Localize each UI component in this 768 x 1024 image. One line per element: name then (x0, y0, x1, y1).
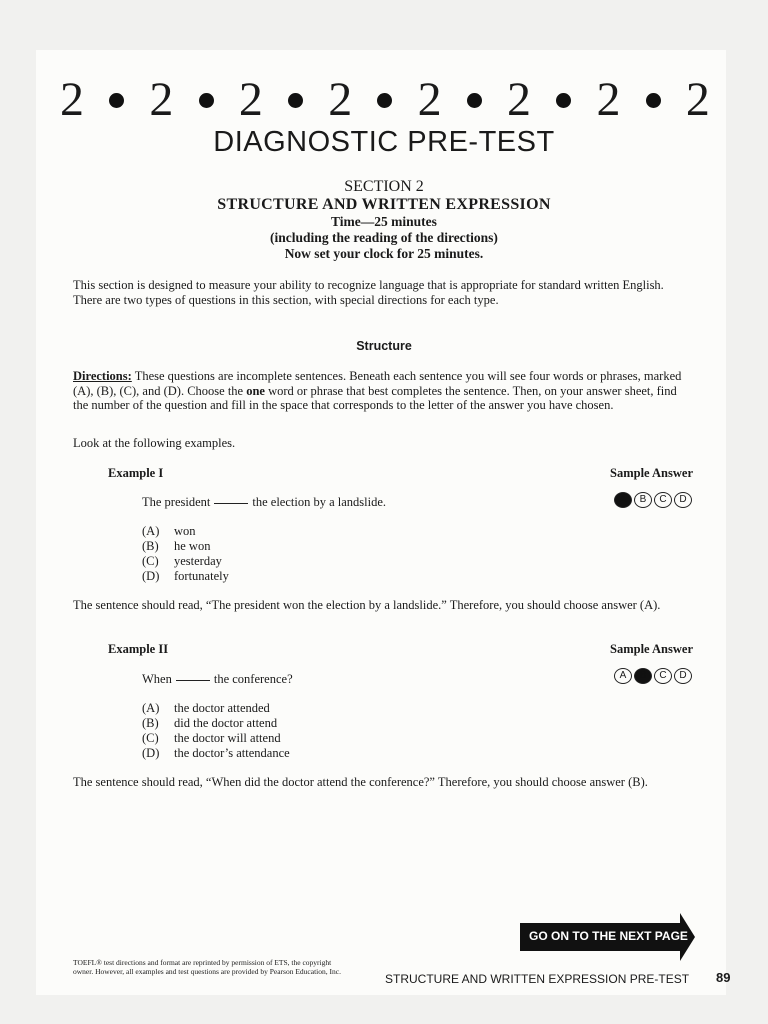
banner-number: 2 (60, 73, 84, 126)
option-letter: (A) (142, 701, 160, 715)
running-footer-title: STRUCTURE AND WRITTEN EXPRESSION PRE-TEST (385, 972, 690, 986)
example-2-options (142, 701, 290, 761)
answer-bubble-d: D (674, 492, 692, 508)
banner-number: 2 (328, 73, 353, 126)
option-letter: (B) (142, 539, 159, 553)
option-letter: (D) (142, 746, 160, 760)
directions-emphasis: one (246, 383, 265, 398)
structure-heading: Structure (356, 339, 412, 353)
directions-text: word or phrase that best completes the sentence. Then, on your answer sheet, find the number of the question and fill in the space that corresponds to the letter of the answer you have chosen. (73, 383, 677, 412)
option-text: the doctor attended (174, 701, 270, 715)
stem-text: The president (142, 495, 211, 509)
answer-bubble-b: B (634, 668, 652, 684)
page-number: 89 (716, 970, 731, 985)
example-2-label: Example II (108, 642, 169, 656)
copyright-note: TOEFL® test directions and format are reprinted by permission of ETS, the copyright owner. However, all examples and test questions are provided by Pearson Education, Inc. (73, 958, 341, 976)
directions-paragraph (73, 369, 688, 413)
option-d (142, 746, 290, 761)
example-1-stem (142, 495, 386, 510)
sample-answer-label: Sample Answer (610, 642, 693, 656)
bullet-dot (288, 93, 303, 108)
option-text: won (174, 524, 196, 538)
time-limit: Time—25 minutes (331, 214, 437, 229)
examples-intro: Look at the following examples. (73, 436, 236, 450)
bullet-dot (646, 93, 661, 108)
example-1-sample-bubbles (614, 492, 692, 508)
section-number-banner (60, 70, 710, 130)
directions-text: These questions are incomplete sentences. Beneath each sentence you will see four words or phrases, marked (A), (B), (C), and (D). Choose the (73, 369, 682, 398)
go-on-label: GO ON TO THE NEXT PAGE (529, 929, 688, 943)
stem-text: When (142, 672, 172, 686)
time-note: (including the reading of the directions) (270, 230, 498, 245)
bullet-dot (109, 93, 124, 108)
banner-number: 2 (417, 73, 442, 126)
bullet-dot (467, 93, 482, 108)
banner-number: 2 (507, 73, 532, 126)
section-intro: This section is designed to measure your ability to recognize language that is appropriate for standard written English. There are two types of questions in this section, with special directions for each type. (73, 278, 664, 307)
option-b (142, 716, 290, 731)
banner-number: 2 (238, 73, 263, 126)
option-c (142, 731, 290, 746)
answer-bubble-c: C (654, 668, 672, 684)
option-letter: (C) (142, 731, 159, 745)
banner-number: 2 (149, 73, 174, 126)
example-2-explanation: The sentence should read, “When did the doctor attend the conference?” Therefore, you should choose answer (B). (73, 775, 648, 789)
example-1-explanation: The sentence should read, “The president won the election by a landslide.” Therefore, you should choose answer (A). (73, 598, 661, 612)
answer-blank (214, 503, 248, 504)
option-text: fortunately (174, 569, 229, 583)
bullet-dot (377, 93, 392, 108)
answer-bubble-b: B (634, 492, 652, 508)
option-letter: (B) (142, 716, 159, 730)
option-text: the doctor’s attendance (174, 746, 290, 760)
clock-instruction: Now set your clock for 25 minutes. (284, 246, 484, 261)
answer-bubble-a: A (614, 492, 632, 508)
banner-number: 2 (685, 73, 710, 126)
example-1-options (142, 524, 229, 584)
stem-text: the election by a landslide. (252, 495, 387, 509)
document-title: DIAGNOSTIC PRE-TEST (213, 126, 555, 158)
bullet-dot (199, 93, 214, 108)
section-number: SECTION 2 (344, 178, 424, 195)
option-text: yesterday (174, 554, 222, 568)
go-on-arrow-banner (520, 913, 695, 961)
option-a (142, 701, 290, 716)
example-2-stem (142, 672, 293, 687)
sample-answer-label: Sample Answer (610, 466, 693, 480)
answer-blank (176, 680, 210, 681)
option-b (142, 539, 229, 554)
option-a (142, 524, 229, 539)
option-text: the doctor will attend (174, 731, 281, 745)
example-2-sample-bubbles (614, 668, 692, 684)
directions-label: Directions: (73, 369, 132, 383)
stem-text: the conference? (213, 672, 293, 686)
answer-bubble-d: D (674, 668, 692, 684)
option-d (142, 569, 229, 584)
option-letter: (D) (142, 569, 160, 583)
answer-bubble-c: C (654, 492, 672, 508)
banner-number: 2 (596, 73, 621, 126)
example-1-label: Example I (108, 466, 164, 480)
section-name: STRUCTURE AND WRITTEN EXPRESSION (217, 196, 551, 213)
section-header (0, 178, 768, 262)
bullet-dot (556, 93, 571, 108)
option-c (142, 554, 229, 569)
option-text: did the doctor attend (174, 716, 278, 730)
option-letter: (C) (142, 554, 159, 568)
option-letter: (A) (142, 524, 160, 538)
option-text: he won (174, 539, 211, 553)
answer-bubble-a: A (614, 668, 632, 684)
